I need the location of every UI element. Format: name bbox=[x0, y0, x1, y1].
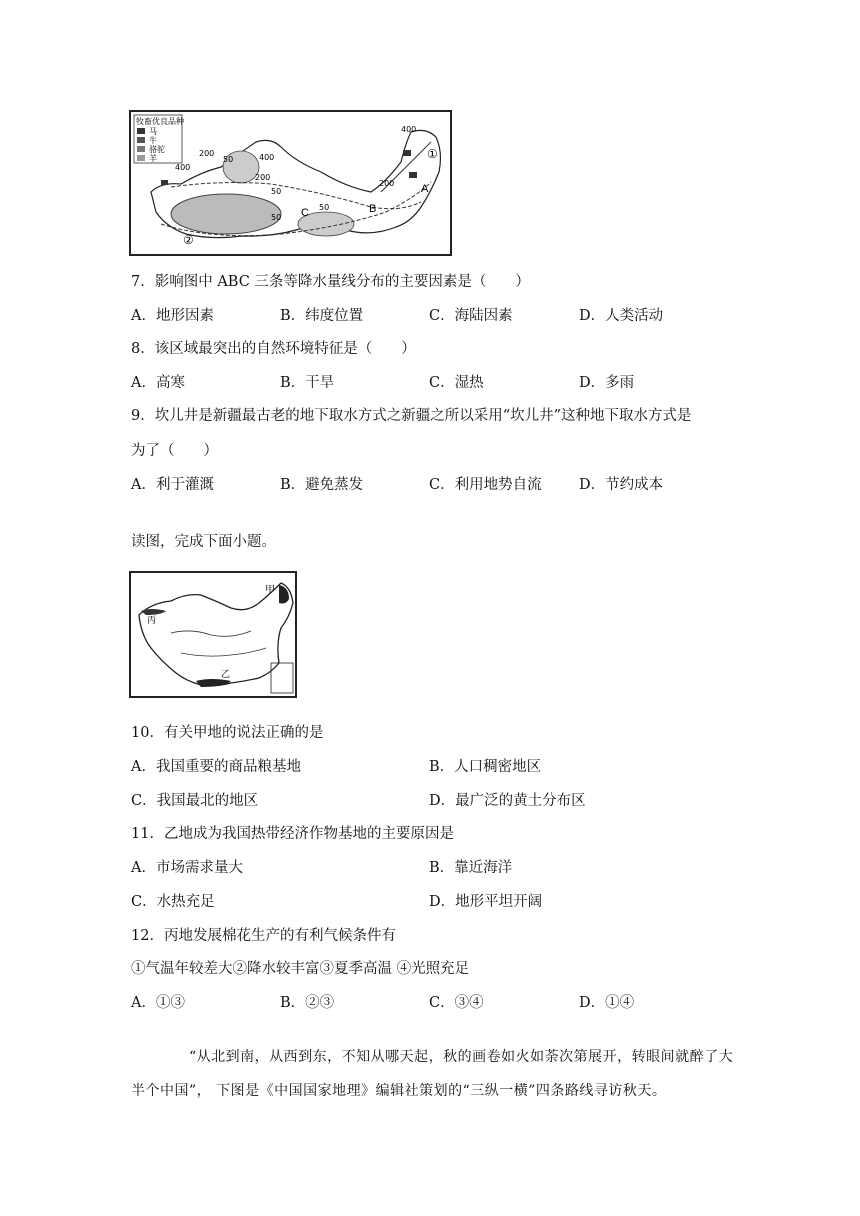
q11-stem: 11．乙地成为我国热带经济作物基地的主要原因是 bbox=[131, 826, 454, 842]
region-map-svg bbox=[131, 112, 450, 254]
q8-option-a[interactable]: A．高寒 bbox=[131, 375, 185, 391]
q11-option-a[interactable]: A．市场需求量大 bbox=[131, 860, 243, 876]
china-map-svg bbox=[131, 573, 295, 696]
q9-stem-line2: 为了（ ） bbox=[131, 443, 218, 459]
contour-label: 200 bbox=[199, 149, 215, 158]
legend-item-sheep: 羊 bbox=[149, 154, 157, 163]
passage-text: “从北到南，从西到东，不知从哪天起，秋的画卷如火如荼次第展开，转眼间就醉了大半个中国”， 下图是《中国国家地理》编辑社策划的“三纵一横”四条路线寻访秋天。 bbox=[131, 1049, 734, 1099]
q7-option-c[interactable]: C．海陆因素 bbox=[429, 308, 513, 324]
q12-option-b[interactable]: B．②③ bbox=[280, 995, 335, 1011]
q7-stem: 7．影响图中 ABC 三条等降水量线分布的主要因素是（ ） bbox=[131, 274, 530, 290]
label-jia: 甲 bbox=[265, 585, 275, 596]
q7-option-b[interactable]: B．纬度位置 bbox=[280, 308, 364, 324]
q8-option-c[interactable]: C．湿热 bbox=[429, 375, 484, 391]
q11-option-c[interactable]: C．水热充足 bbox=[131, 894, 215, 910]
contour-label: 200 bbox=[255, 173, 271, 182]
legend-item-camel: 骆驼 bbox=[149, 145, 165, 154]
legend-title: 牧畜优良品种 bbox=[136, 117, 184, 126]
circled-label-2: ② bbox=[183, 233, 194, 247]
q9-option-a[interactable]: A．利于灌溉 bbox=[131, 477, 214, 493]
q11-option-d[interactable]: D．地形平坦开阔 bbox=[429, 894, 543, 910]
q9-option-d[interactable]: D．节约成本 bbox=[579, 477, 664, 493]
line-label-c: C bbox=[301, 207, 309, 219]
q9-stem-line1: 9．坎儿井是新疆最古老的地下取水方式之新疆之所以采用“坎儿井”这种地下取水方式是 bbox=[131, 408, 692, 424]
q12-stem: 12．丙地发展棉花生产的有利气候条件有 bbox=[131, 928, 396, 944]
q12-option-d[interactable]: D．①④ bbox=[579, 995, 635, 1011]
legend-item-cattle: 牛 bbox=[149, 136, 157, 145]
contour-label: 50 bbox=[319, 203, 330, 212]
section-intro: 读图，完成下面小题。 bbox=[131, 534, 276, 550]
label-bing: 丙 bbox=[147, 616, 157, 626]
q10-option-a[interactable]: A．我国重要的商品粮基地 bbox=[131, 759, 301, 775]
q8-stem: 8．该区域最突出的自然环境特征是（ ） bbox=[131, 341, 416, 357]
q11-option-b[interactable]: B．靠近海洋 bbox=[429, 860, 513, 876]
q10-option-b[interactable]: B．人口稠密地区 bbox=[429, 759, 542, 775]
q9-option-c[interactable]: C．利用地势自流 bbox=[429, 477, 542, 493]
contour-label: 50 bbox=[271, 213, 282, 222]
contour-label: 200 bbox=[379, 179, 395, 188]
circled-label-1: ① bbox=[427, 147, 438, 161]
contour-label: 400 bbox=[259, 153, 275, 162]
q10-option-c[interactable]: C．我国最北的地区 bbox=[131, 793, 259, 809]
q12-conditions: ①气温年较差大②降水较丰富③夏季高温 ④光照充足 bbox=[131, 961, 470, 977]
contour-label: 400 bbox=[401, 125, 417, 134]
q7-option-a[interactable]: A．地形因素 bbox=[131, 308, 214, 324]
q8-option-d[interactable]: D．多雨 bbox=[579, 375, 635, 391]
china-map-figure bbox=[129, 571, 297, 698]
contour-label: 50 bbox=[271, 187, 282, 196]
line-label-b: B bbox=[369, 203, 377, 215]
label-yi: 乙 bbox=[221, 670, 231, 680]
line-label-a: A bbox=[421, 183, 429, 195]
q12-option-a[interactable]: A．①③ bbox=[131, 995, 185, 1011]
q7-option-d[interactable]: D．人类活动 bbox=[579, 308, 664, 324]
q8-option-b[interactable]: B．干旱 bbox=[280, 375, 335, 391]
contour-label: 50 bbox=[223, 155, 234, 164]
region-map-figure bbox=[129, 110, 452, 256]
q12-option-c[interactable]: C．③④ bbox=[429, 995, 484, 1011]
q10-stem: 10．有关甲地的说法正确的是 bbox=[131, 725, 324, 741]
legend-item-horse: 马 bbox=[149, 127, 157, 136]
q9-option-b[interactable]: B．避免蒸发 bbox=[280, 477, 364, 493]
q10-option-d[interactable]: D．最广泛的黄土分布区 bbox=[429, 793, 586, 809]
contour-label: 400 bbox=[175, 163, 191, 172]
